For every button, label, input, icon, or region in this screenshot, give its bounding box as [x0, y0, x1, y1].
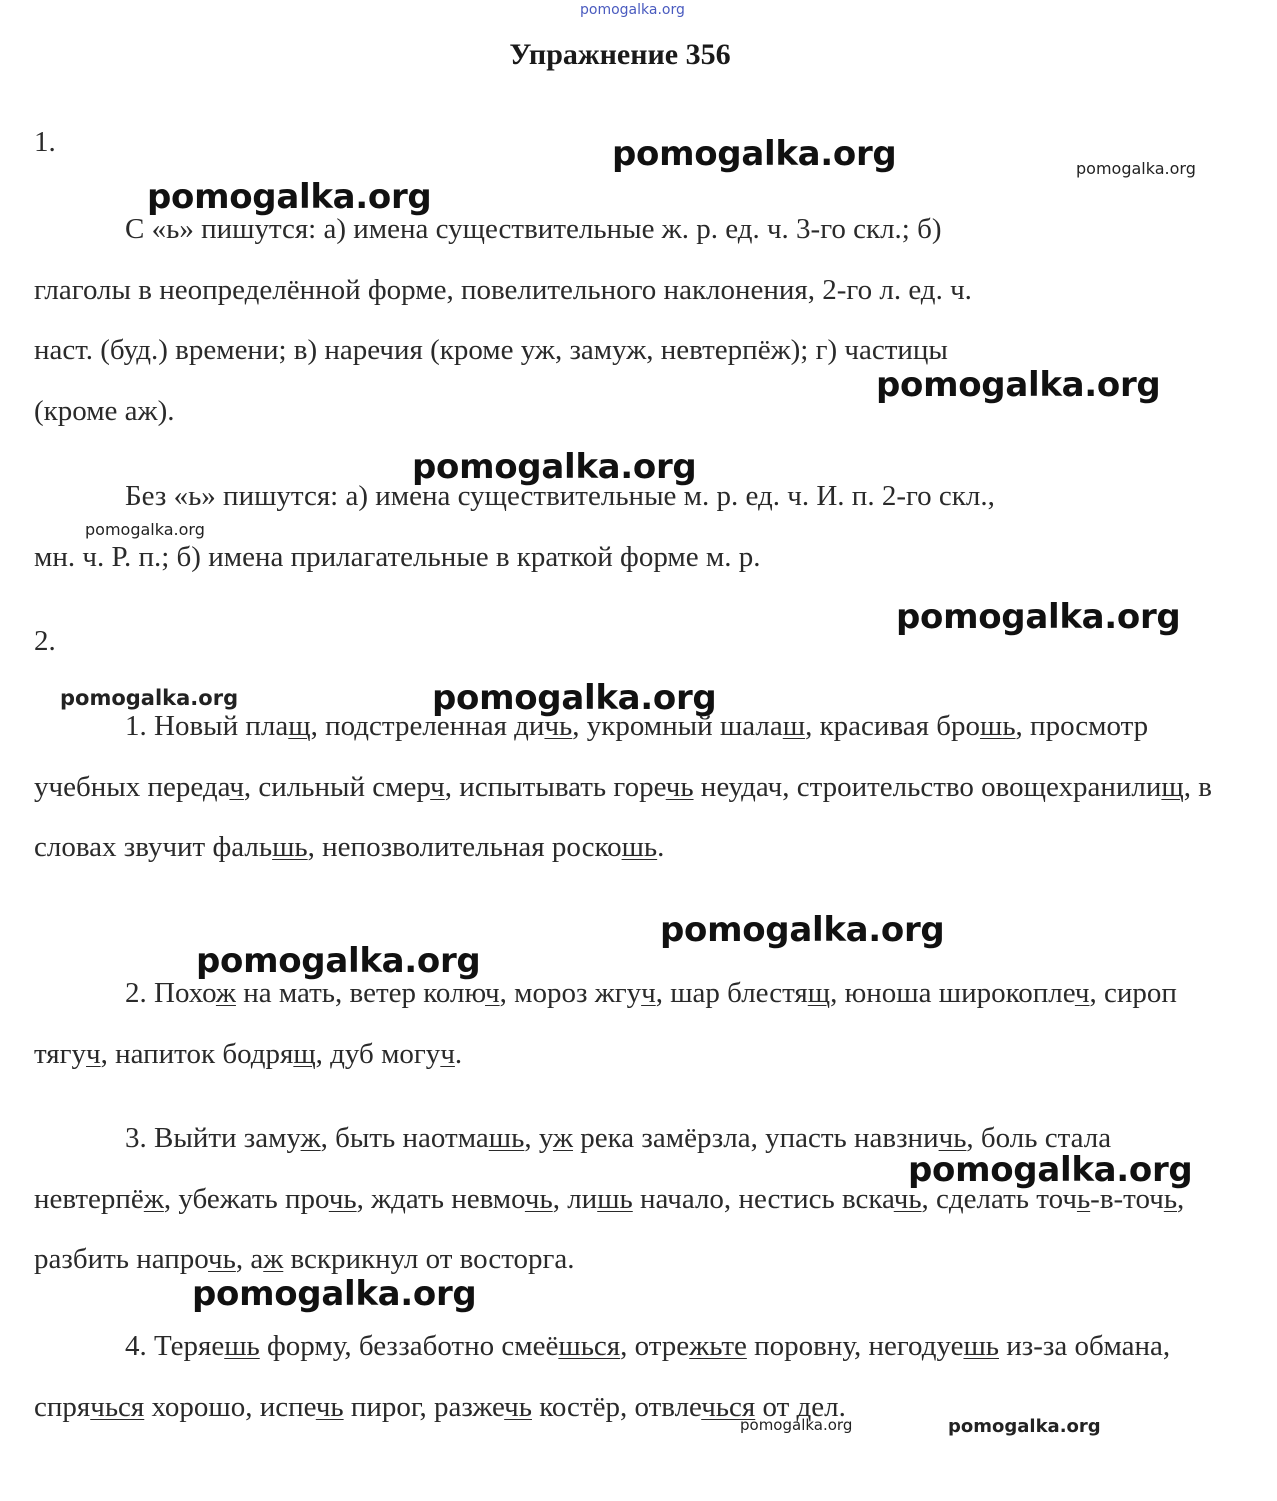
exercise-item-2: 2. Похож на мать, ветер колюч, мороз жгуч, шар блестящ, юноша широкоплеч, сироп тягуч, напиток бодрящ, дуб могуч.: [34, 977, 1177, 1070]
watermark: pomogalka.org: [196, 941, 481, 981]
text-line: Без «ь» пишутся: а) имена существительные м. р. ед. ч. И. п. 2-го скл.,: [125, 480, 995, 512]
watermark: pomogalka.org: [432, 678, 717, 718]
watermark: pomogalka.org: [147, 177, 432, 217]
rule-paragraph-with-soft-sign: [34, 199, 1214, 441]
exercise-item-3: 3. Выйти замуж, быть наотмашь, уж река замёрзла, упасть навзничь, боль стала невтерпёж, убежать прочь, ждать невмочь, лишь начало, нестись вскачь, сделать точь-в-точь, разбить напрочь, аж вскрикнул от восторга.: [34, 1122, 1185, 1275]
watermark: pomogalka.org: [1076, 159, 1196, 178]
page-title: Упражнение 356: [509, 38, 731, 71]
watermark: pomogalka.org: [60, 686, 239, 710]
watermark: pomogalka.org: [612, 134, 897, 174]
watermark: pomogalka.org: [85, 520, 205, 539]
watermark: pomogalka.org: [412, 447, 697, 487]
watermark: pomogalka.org: [740, 1416, 853, 1434]
text-line: глаголы в неопределённой форме, повелительного наклонения, 2-го л. ед. ч.: [34, 273, 972, 306]
text-line: (кроме аж).: [34, 394, 175, 427]
section-number: 1.: [34, 126, 56, 158]
text-line: С «ь» пишутся: а) имена существительные ж. р. ед. ч. 3-го скл.; б): [125, 213, 942, 245]
watermark: pomogalka.org: [192, 1274, 477, 1314]
watermark: pomogalka.org: [876, 365, 1161, 405]
rule-paragraph-without-soft-sign: [34, 466, 1214, 587]
text-line: наст. (буд.) времени; в) наречия (кроме уж, замуж, невтерпёж); г) частицы: [34, 334, 948, 366]
exercise-item-4: 4. Теряешь форму, беззаботно смеёшься, отрежьте поровну, негодуешь из-за обмана, спрячься хорошо, испечь пирог, разжечь костёр, отвлечься от дел.: [34, 1330, 1171, 1423]
section-number: 2.: [34, 625, 56, 657]
exercise-item-1: 1. Новый плащ, подстреленная дичь, укромный шалаш, красивая брошь, просмотр учебных передач, сильный смерч, испытывать горечь неудач, строительство овощехранилищ, в словах звучит фальшь, непозволительная роскошь.: [34, 710, 1212, 863]
text-line: мн. ч. Р. п.; б) имена прилагательные в краткой форме м. р.: [34, 540, 761, 573]
watermark: pomogalka.org: [908, 1150, 1193, 1190]
watermark: pomogalka.org: [896, 597, 1181, 637]
watermark: pomogalka.org: [660, 910, 945, 950]
watermark: pomogalka.org: [948, 1416, 1101, 1437]
watermark-top: pomogalka.org: [580, 2, 685, 18]
